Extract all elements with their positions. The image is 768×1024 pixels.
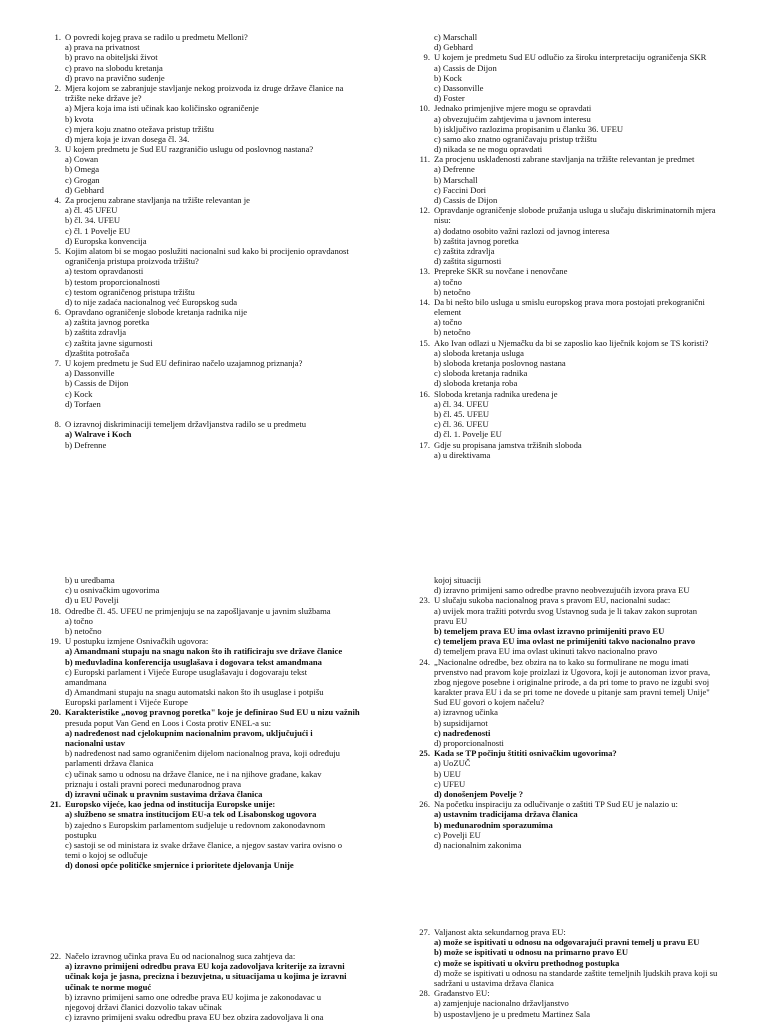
question-line	[416, 205, 746, 215]
answer-line: c) Povelji EU	[434, 829, 481, 840]
question-line	[416, 595, 746, 605]
answer-line: a) prava na privatnost	[65, 42, 140, 53]
answer-line: a) UoZUČ	[434, 758, 471, 769]
answer-line: a) točno	[434, 317, 462, 328]
answer-line: b) nadređenost nad samo ograničenim dijelom nacionalnog prava, koji određuju	[65, 748, 340, 759]
question-line	[416, 266, 746, 276]
answer-line: d) Foster	[434, 93, 465, 104]
answer-line: b) netočno	[434, 327, 471, 338]
question-line	[47, 358, 377, 368]
question-number: 7.	[54, 358, 61, 368]
question-number: 9.	[423, 52, 430, 63]
answer-line: c) temeljem prava EU ima ovlast ne primijeniti takvo nacionalno pravo	[434, 636, 696, 647]
question-text: Građanstvo EU:	[434, 988, 490, 999]
answer-line: d) pravo na pravično suđenje	[65, 72, 165, 83]
answer-line: d) to nije zadaća nacionalnog već Europskog suda	[65, 296, 238, 307]
answer-line: a) testom opravdanosti	[65, 266, 144, 277]
answer-line: temi o kojoj se odlučuje	[65, 850, 148, 861]
question-text: Za procjenu usklađenosti zabrane stavljanja na tržište relevantan je predmet	[434, 154, 695, 165]
answer-line: pravu EU	[434, 615, 468, 626]
question-number: 27.	[419, 927, 430, 937]
page1-left-column	[47, 32, 377, 450]
answer-line: d) sloboda kretanja roba	[434, 378, 518, 389]
question-text: Načelo izravnog učinka prava Eu od nacionalnog suca zahtjeva da:	[65, 951, 296, 961]
answer-line: b) Kock	[434, 72, 462, 83]
answer-line: a) čl. 45 UFEU	[65, 205, 118, 216]
answer-line: d) temeljem prava EU ima ovlast ukinuti takvo nacionalno pravo	[434, 646, 658, 657]
question-number: 21.	[50, 799, 61, 810]
question-number: 13.	[419, 266, 430, 277]
question-text: Gdje su propisana jamstva tržišnih sloboda	[434, 439, 582, 450]
question-text: Na početku inspiraciju za odlučivanje o zaštiti TP Sud EU je nalazio u:	[434, 799, 678, 810]
question-text: Karakteristike „novog pravnog poretka" koje je definirao Sud EU u nizu važnih	[65, 707, 360, 718]
answer-line: element	[434, 307, 462, 318]
answer-line: c) čl. 36. UFEU	[434, 419, 489, 430]
answer-line: d) zaštita sigurnosti	[434, 256, 502, 267]
question-text: „Nacionalne odredbe, bez obzira na to kako su formulirane ne mogu imati	[434, 656, 689, 667]
answer-line: c) Dassonville	[434, 82, 484, 93]
question-line	[47, 606, 377, 616]
question-line	[416, 52, 746, 62]
question-number: 26.	[419, 799, 430, 810]
answer-line: njegovoj državi članici dozvolio takav učinak	[65, 1001, 222, 1012]
question-line	[47, 144, 377, 154]
question-line	[47, 195, 377, 205]
question-number: 20.	[50, 707, 61, 718]
question-text: Opravdano ograničenje slobode kretanja radnika nije	[65, 307, 248, 318]
question-line	[47, 307, 377, 317]
answer-line: b) UEU	[434, 768, 461, 779]
page3-left-column	[47, 951, 377, 1022]
answer-line: učinak te norme moguć	[65, 981, 152, 992]
answer-line: c) učinak samo u odnosu na države članice, ne i na njihove građane, kakav	[65, 768, 322, 779]
answer-line: a) točno	[65, 615, 93, 626]
answer-line: karakter prava EU i da se pri tome ne dovede u pitanje sam pravni temelj Unije"	[434, 687, 710, 698]
answer-line: c) nadređenosti	[434, 727, 491, 738]
answer-line: c) Marschall	[434, 32, 478, 42]
answer-line: postupku	[65, 829, 97, 840]
question-text: Sloboda kretanja radnika uređena je	[434, 388, 558, 399]
answer-line: c) čl. 1 Povelje EU	[65, 225, 131, 236]
question-text: Mjera kojom se zabranjuje stavljanje nekog proizvoda iz druge države članice na	[65, 82, 344, 93]
question-line	[47, 32, 377, 42]
answer-line: a) ustavnim tradicijama država članica	[434, 809, 578, 820]
question-text: Opravdanje ograničenje slobode pružanja usluga u slučaju diskriminatornih mjera	[434, 205, 716, 216]
question-text: Kojim alatom bi se mogao poslužiti nacionalni sud kako bi procijenio opravdanost	[65, 245, 349, 256]
answer-line: parlamenti država članica	[65, 758, 154, 769]
question-line	[47, 419, 377, 429]
answer-line: c) zaštita javne sigurnosti	[65, 337, 153, 348]
question-line	[47, 799, 377, 809]
question-text: Prepreke SKR su novčane i nenovčane	[434, 266, 568, 277]
answer-line: b) kvota	[65, 113, 94, 124]
answer-line: c) sloboda kretanja radnika	[434, 368, 528, 379]
answer-line: d) mjera koja je izvan dosega čl. 34.	[65, 133, 190, 144]
answer-line: c) Grogan	[65, 174, 100, 185]
answer-line: prvenstvo nad pravom koje proizlazi iz Ugovora, koji je autonoman izvor prava,	[434, 666, 711, 677]
answer-line: c) Faccini Dori	[434, 184, 487, 195]
question-text: U kojem je predmetu Sud EU odlučio za široku interpretaciju ograničenja SKR	[434, 52, 707, 63]
answer-line: c) izravno primijeni svaku odredbu prava EU bez obzira zadovoljava li ona	[65, 1012, 324, 1023]
question-number: 17.	[419, 439, 430, 450]
answer-line: d) Cassis de Dijon	[434, 195, 498, 205]
answer-line: Europski parlament i Vijeće Europe	[65, 697, 188, 708]
answer-line: zbog njegove posebne i originalne prirode, a da pri tome to pravo ne izgubi svoj	[434, 676, 710, 687]
answer-line: b) Defrenne	[65, 439, 107, 450]
answer-line: b) Omega	[65, 164, 100, 175]
answer-line: amandmana	[65, 676, 107, 687]
answer-line: a) službeno se smatra institucijom EU-a tek od Lisabonskog ugovora	[65, 809, 317, 820]
question-line	[416, 154, 746, 164]
question-number: 4.	[54, 195, 61, 205]
question-text: Jednako primjenjive mjere mogu se opravdati	[434, 103, 592, 114]
answer-line: c) sastoji se od ministara iz svake države članice, a njegov sastav varira ovisno o	[65, 839, 343, 850]
answer-line: b) sloboda kretanja poslovnog nastana	[434, 358, 566, 368]
answer-line: b) uspostavljeno je u predmetu Martinez Sala	[434, 1008, 591, 1019]
answer-line: a) Mjera koja ima isti učinak kao količinsko ograničenje	[65, 103, 259, 114]
question-text: Kada se TP počinju štititi osnivačkim ugovorima?	[434, 748, 617, 759]
question-number: 22.	[50, 951, 61, 961]
answer-line: a) točno	[434, 276, 462, 287]
question-number: 23.	[419, 595, 430, 606]
answer-line: d)zaštita potrošača	[65, 347, 130, 358]
question-number: 15.	[419, 337, 430, 348]
answer-line: d) u EU Povelji	[65, 595, 119, 606]
answer-line: b) netočno	[434, 286, 471, 297]
answer-line: d) Europska konvencija	[65, 235, 147, 246]
question-line	[47, 707, 377, 717]
question-line	[416, 799, 746, 809]
question-number: 24.	[419, 656, 430, 667]
question-number: 6.	[54, 307, 61, 318]
answer-line: b) pravo na obiteljski život	[65, 52, 158, 63]
answer-line: c) može se ispitivati u okviru prethodnog postupka	[434, 957, 620, 968]
question-line	[416, 657, 746, 667]
question-text: U kojem predmetu je Sud EU definirao načelo uzajamnog priznanja?	[65, 358, 303, 368]
question-number: 10.	[419, 103, 430, 114]
page2-right-column	[416, 575, 746, 850]
answer-line: kojoj situaciji	[434, 575, 482, 585]
question-line	[416, 338, 746, 348]
question-number: 3.	[54, 144, 61, 155]
question-number: 12.	[419, 205, 430, 216]
answer-line: b) međunarodnim sporazumima	[434, 819, 553, 830]
question-number: 25.	[419, 748, 430, 759]
question-text: Ako Ivan odlazi u Njemačku da bi se zaposlio kao liječnik kojom se TS koristi?	[434, 337, 709, 348]
answer-line: d) proporcionalnosti	[434, 738, 504, 748]
question-line	[47, 83, 377, 93]
question-number: 18.	[50, 605, 61, 616]
question-text: U kojem predmetu je Sud EU razgraničio uslugu od poslovnog nastana?	[65, 144, 314, 155]
answer-line: b) Cassis de Dijon	[65, 378, 129, 389]
answer-line: b) testom proporcionalnosti	[65, 276, 160, 287]
answer-line: a) Defrenne	[434, 164, 475, 175]
answer-line: a) nadređenost nad cjelokupnim nacionalnim pravom, uključujući i	[65, 727, 313, 738]
answer-line: b) u uredbama	[65, 575, 115, 585]
answer-line: a) uvijek mora tražiti potvrdu svog Ustavnog suda je li takav zakon suprotan	[434, 605, 697, 616]
question-text: Europsko vijeće, kao jedna od institucija Europske unije:	[65, 799, 276, 810]
page1-right-column	[416, 32, 746, 460]
question-text: U postupku izmjene Osnivačkih ugovora:	[65, 636, 209, 647]
answer-line: d) donosi opće političke smjernice i prioritete djelovanja Unije	[65, 860, 294, 871]
answer-line: a) Cowan	[65, 154, 99, 165]
question-line	[416, 748, 746, 758]
answer-line: c) u osnivačkim ugovorima	[65, 585, 160, 596]
answer-line: Sud EU govori o kojem načelu?	[434, 697, 545, 708]
answer-line: d) Gebhard	[65, 184, 104, 195]
answer-line: b) izravno primijeni samo one odredbe prava EU kojima je zakonodavac u	[65, 991, 322, 1002]
question-number: 19.	[50, 636, 61, 647]
answer-line: nisu:	[434, 215, 451, 226]
question-number: 1.	[54, 32, 61, 42]
question-number: 16.	[419, 388, 430, 399]
answer-line: priznaju i ostali pravni poreci međunarodnog prava	[65, 778, 242, 789]
question-line	[47, 951, 377, 961]
answer-line: a) može se ispitivati u odnosu na odgovarajući pravni temelj u pravu EU	[434, 937, 700, 948]
answer-line: d) Torfaen	[65, 398, 101, 409]
question-text: Da bi nešto bilo usluga u smislu europskog prava mora postojati prekogranični	[434, 296, 705, 307]
answer-line: c) mjera koju znatno otežava pristup tržištu	[65, 123, 214, 134]
question-line	[416, 389, 746, 399]
answer-line: a) Amandmani stupaju na snagu nakon što ih ratificiraju sve države članice	[65, 646, 343, 657]
answer-line: b) zaštita javnog poretka	[434, 235, 519, 246]
answer-line: d) može se ispitivati u odnosu na standarde zaštite temeljnih ljudskih prava koji su	[434, 967, 718, 978]
question-number: 11.	[419, 154, 430, 165]
question-line	[416, 927, 746, 937]
answer-line: presuda poput Van Gend en Loos i Costa protiv ENEL-a su:	[65, 717, 272, 728]
answer-line: a) Cassis de Dijon	[434, 62, 497, 73]
answer-line: tržište neke države je?	[65, 93, 142, 104]
blank-line	[47, 409, 377, 419]
answer-line: učinak koja je jasna, precizna i bezuvjetna, u situacijama u kojima je izravni	[65, 971, 347, 982]
answer-line: b) zajedno s Europskim parlamentom sudjeluje u redovnom zakonodavnom	[65, 819, 326, 830]
answer-line: a) dodatno osobito važni razlozi od javnog interesa	[434, 225, 610, 236]
question-number: 8.	[54, 419, 61, 430]
question-number: 5.	[54, 245, 61, 256]
question-number: 14.	[419, 296, 430, 307]
answer-line: d) izravno primijeni samo odredbe pravno neobvezujućih izvora prava EU	[434, 585, 690, 596]
answer-line: a) Walrave i Koch	[65, 429, 132, 440]
answer-line: d) nikada se ne mogu opravdati	[434, 144, 543, 155]
answer-line: b) Marschall	[434, 174, 478, 185]
answer-line: b) supsidijarnot	[434, 717, 488, 728]
answer-line: b) zaštita zdravlja	[65, 327, 127, 338]
answer-line: b) isključivo razlozima propisanim u članku 36. UFEU	[434, 123, 624, 134]
answer-line: a) izravnog učinka	[434, 707, 498, 718]
question-number: 28.	[419, 988, 430, 999]
answer-line: a) zamjenjuje nacionalno državljanstvo	[434, 998, 569, 1009]
answer-line: b) čl. 45. UFEU	[434, 408, 490, 419]
answer-line: sadržani u ustavima država članica	[434, 977, 554, 988]
page2-left-column	[47, 575, 377, 870]
question-line	[416, 297, 746, 307]
question-number: 2.	[54, 82, 61, 93]
answer-line: d) Amandmani stupaju na snagu automatski nakon što ih usuglase i potpišu	[65, 687, 324, 698]
answer-line: d) donošenjem Povelje ?	[434, 788, 524, 799]
page3-right-column	[416, 927, 746, 1019]
answer-line: b) netočno	[65, 625, 102, 636]
question-line	[47, 636, 377, 646]
answer-line: b) temeljem prava EU ima ovlast izravno primijeniti pravo EU	[434, 625, 665, 636]
question-text: Za procjenu zabrane stavljanja na tržište relevantan je	[65, 195, 250, 205]
answer-line: c) pravo na slobodu kretanja	[65, 62, 163, 73]
answer-line: c) Kock	[65, 388, 93, 399]
answer-line: c) samo ako znatno ograničavaju pristup tržištu	[434, 133, 597, 144]
answer-line: b) može se ispitivati u odnosu na primarno pravo EU	[434, 947, 629, 958]
question-text: O povredi kojeg prava se radilo u predmetu Melloni?	[65, 32, 248, 42]
question-text: U slučaju sukoba nacionalnog prava s pravom EU, nacionalni sudac:	[434, 595, 671, 606]
answer-line: a) zaštita javnog poretka	[65, 317, 150, 328]
question-line	[416, 988, 746, 998]
answer-line: nacionalni ustav	[65, 738, 125, 748]
answer-line: c) testom ograničenog pristupa tržištu	[65, 286, 195, 297]
answer-line: a) sloboda kretanja usluga	[434, 347, 524, 358]
answer-line: a) u direktivama	[434, 449, 491, 460]
answer-line: c) UFEU	[434, 778, 466, 789]
question-text: Odredbe čl. 45. UFEU ne primjenjuju se na zapošljavanje u javnim službama	[65, 605, 331, 616]
answer-line: b) međuvladina konferencija usuglašava i dogovara tekst amandmana	[65, 656, 322, 667]
question-line	[47, 246, 377, 256]
answer-line: d) čl. 1. Povelje EU	[434, 429, 502, 440]
answer-line: ograničenja pristupa proizvoda tržištu?	[65, 256, 199, 267]
question-line	[416, 103, 746, 113]
answer-line: a) obvezujućim zahtjevima u javnom interesu	[434, 113, 591, 124]
question-text: O izravnoj diskriminaciji temeljem državljanstva radilo se u predmetu	[65, 419, 307, 430]
question-text: Valjanost akta sekundarnog prava EU:	[434, 927, 566, 937]
answer-line: c) zaštita zdravlja	[434, 245, 495, 256]
answer-line: d) nacionalnim zakonima	[434, 839, 522, 850]
answer-line: a) izravno primijeni odredbu prava EU koja zadovoljava kriterije za izravni	[65, 961, 345, 972]
answer-line: a) Dassonville	[65, 368, 115, 379]
answer-line: b) čl. 34. UFEU	[65, 215, 121, 226]
answer-line: d) Gebhard	[434, 42, 473, 53]
answer-line: a) čl. 34. UFEU	[434, 398, 489, 409]
answer-line: c) Europski parlament i Vijeće Europe usuglašavaju i dogovaraju tekst	[65, 666, 308, 677]
answer-line: d) izravni učinak u pravnim sustavima država članica	[65, 788, 263, 799]
question-line	[416, 440, 746, 450]
